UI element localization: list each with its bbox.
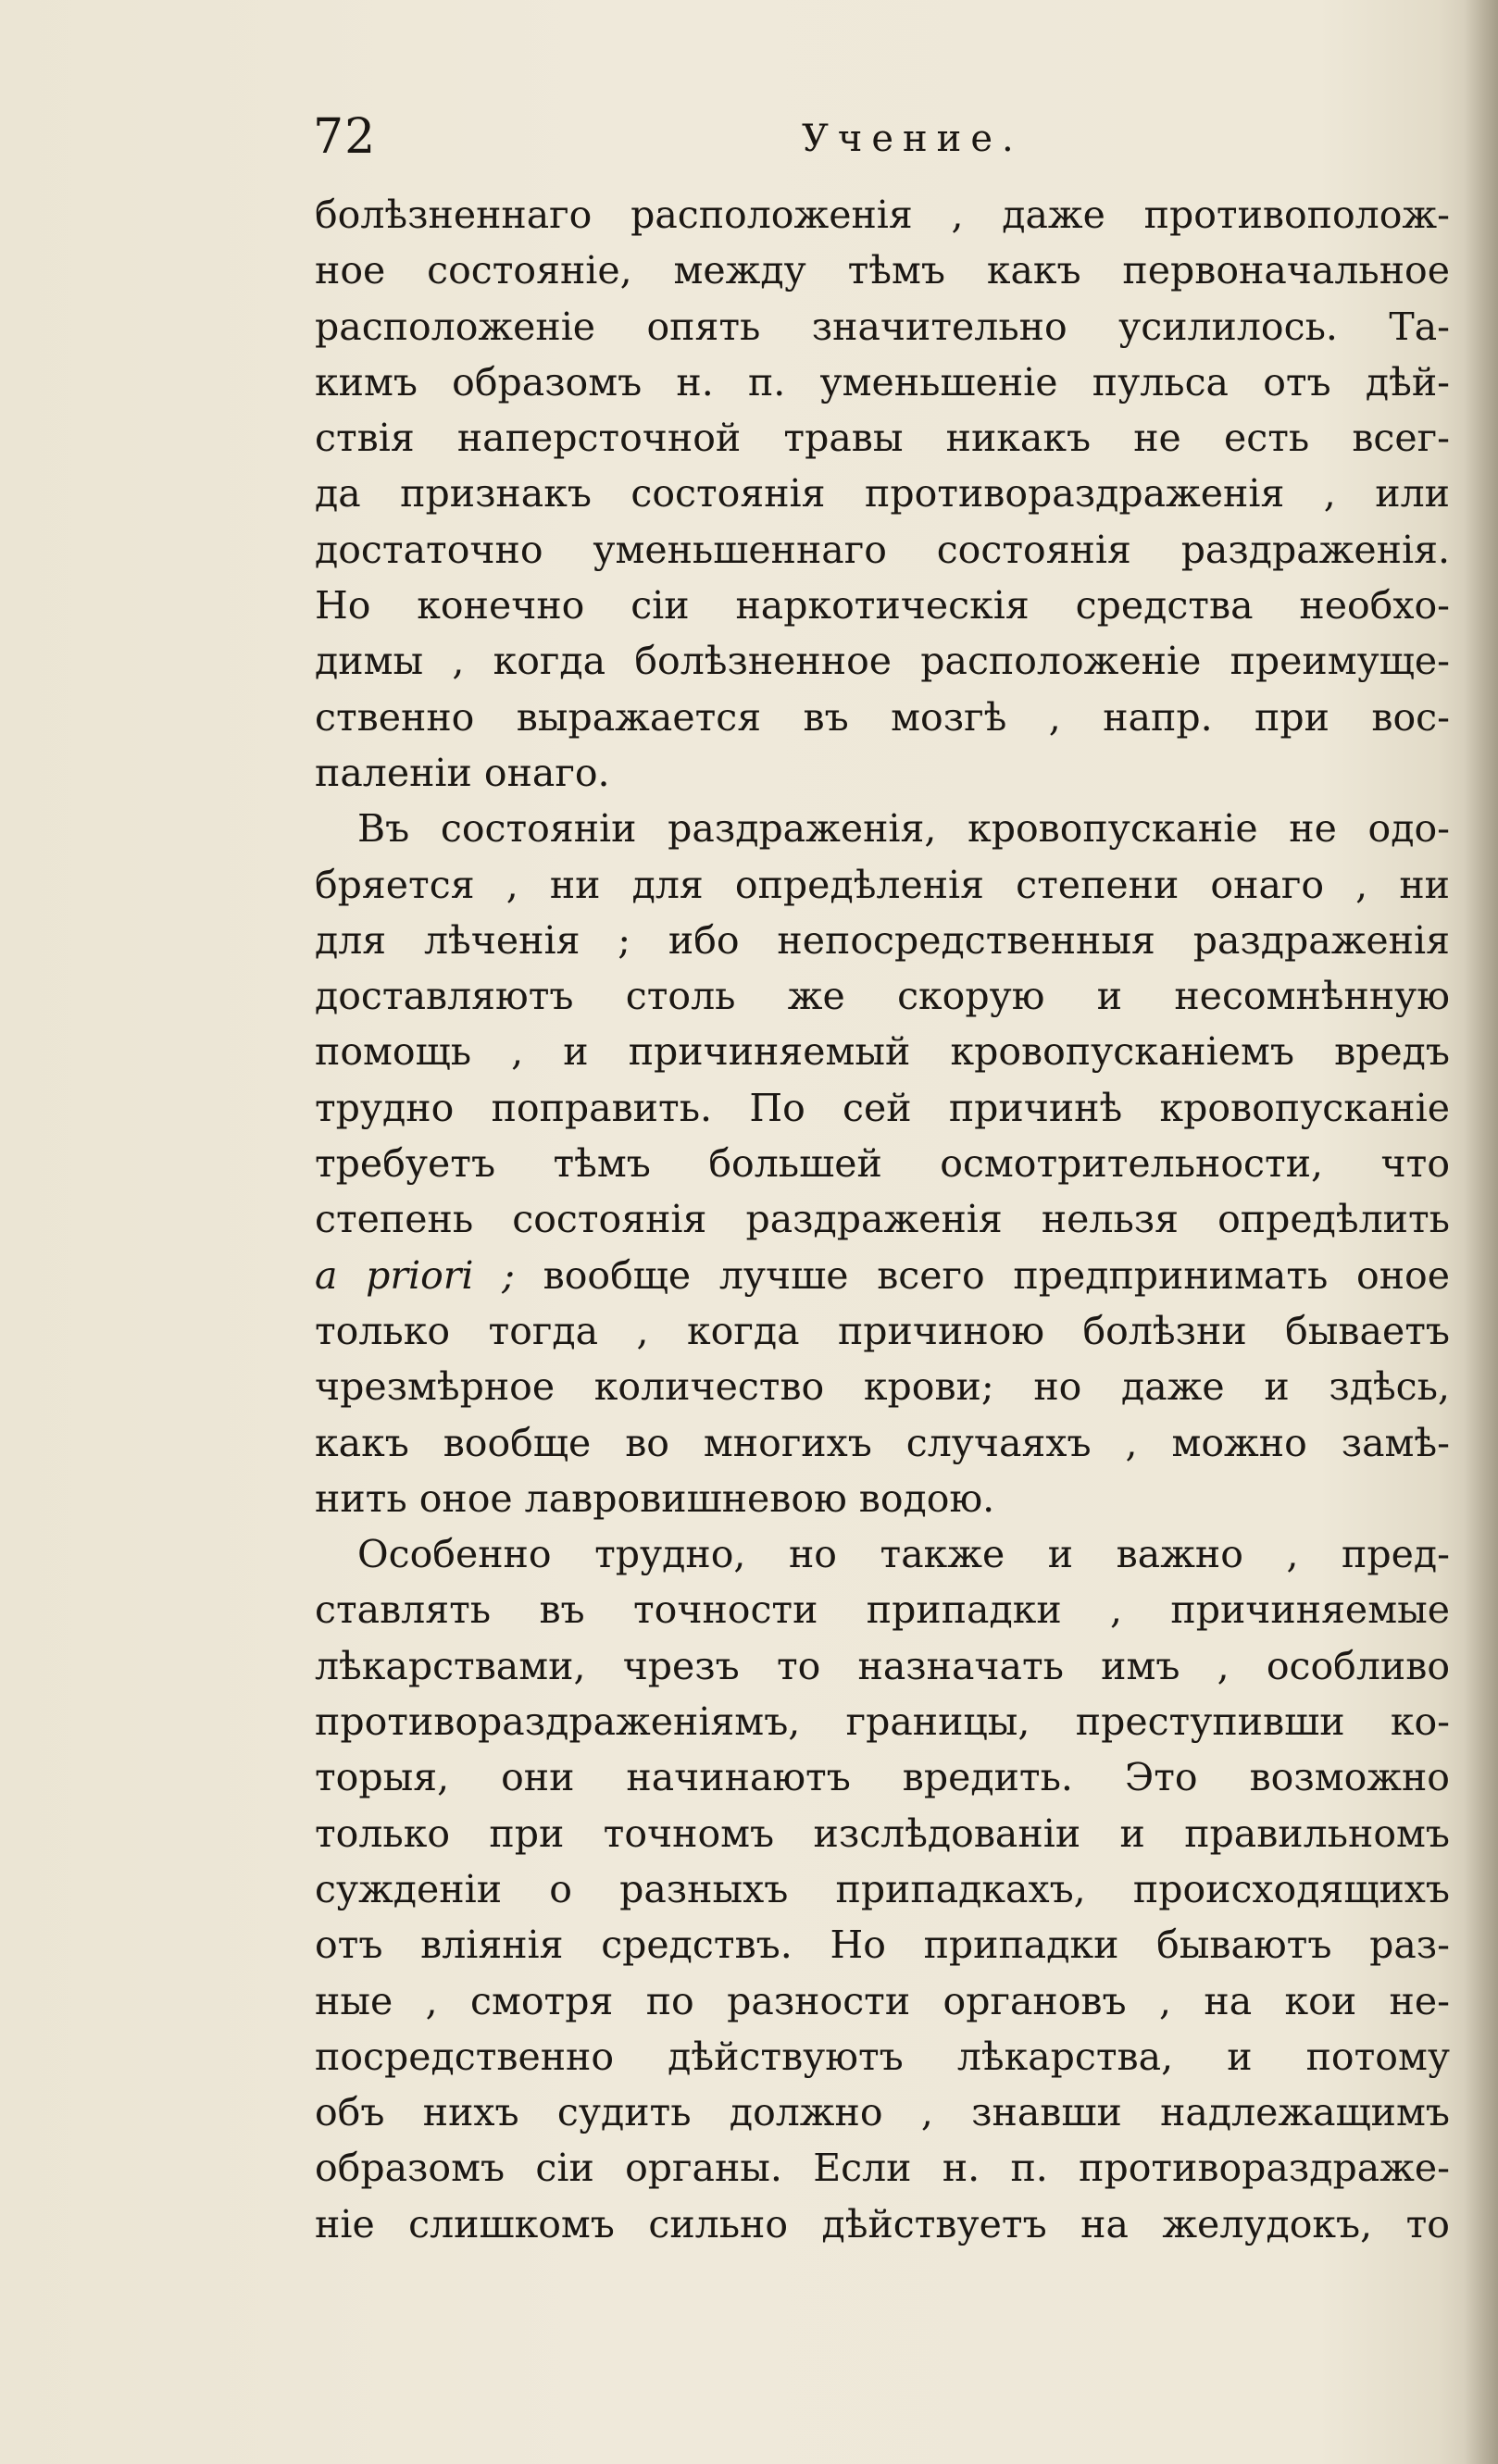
text-line: ставлять въ точности припадки , причиняемые <box>315 1587 1450 1633</box>
italic-phrase: a priori ; <box>315 1252 515 1298</box>
text-line: степень состоянія раздраженія нельзя опредѣлить <box>315 1197 1450 1242</box>
text-line: ственно выражается въ мозгѣ , напр. при вос- <box>315 694 1450 740</box>
text-line: бряется , ни для опредѣленія степени онаго , ни <box>315 862 1450 907</box>
text-line: Но конечно сіи наркотическія средства необхо- <box>315 583 1450 628</box>
body-text <box>315 187 1450 2252</box>
text-line: ное состояніе, между тѣмъ какъ первоначальное <box>315 248 1450 293</box>
text-line: ствія наперсточной травы никакъ не есть всег- <box>315 416 1450 461</box>
text-line: чрезмѣрное количество крови; но даже и здѣсь, <box>315 1364 1450 1410</box>
page-number: 72 <box>313 109 377 165</box>
text-line: кимъ образомъ н. п. уменьшеніе пульса отъ дѣй- <box>315 359 1450 404</box>
line-text: вообще лучше всего предпринимать оное <box>514 1252 1450 1298</box>
text-line: Въ состояніи раздраженія, кровопусканіе не одо- <box>357 806 1450 852</box>
text-line: образомъ сіи органы. Если н. п. противораздраже- <box>315 2146 1450 2191</box>
text-line: отъ вліянія средствъ. Но припадки бываютъ раз- <box>315 1923 1450 1968</box>
page-edge <box>1465 0 1498 2464</box>
text-line: болѣзненнаго расположенія , даже противополож- <box>315 193 1450 237</box>
text-line: паленіи онаго. <box>315 750 610 795</box>
text-line: расположеніе опять значительно усилилось. Та- <box>315 304 1450 349</box>
running-title: Учение. <box>802 118 1023 160</box>
text-line: лѣкарствами, чрезъ то назначать имъ , особливо <box>315 1643 1450 1688</box>
text-line: противораздраженіямъ, границы, преступивши ко- <box>315 1699 1450 1745</box>
text-line: посредственно дѣйствуютъ лѣкарства, и потому <box>315 2034 1450 2079</box>
text-line: ные , смотря по разности органовъ , на кои не- <box>315 1978 1450 2023</box>
text-line: димы , когда болѣзненное расположеніе преимуще- <box>315 639 1450 684</box>
running-head <box>313 109 1454 165</box>
text-line: торыя, они начинаютъ вредить. Это возможно <box>315 1755 1450 1800</box>
text-line: только тогда , когда причиною болѣзни бываетъ <box>315 1308 1450 1353</box>
text-line: помощь , и причиняемый кровопусканіемъ вредъ <box>315 1029 1450 1075</box>
text-line: нить оное лавровишневою водою. <box>315 1475 995 1521</box>
text-line: ніе слишкомъ сильно дѣйствуетъ на желудокъ, то <box>315 2201 1450 2246</box>
text-line: достаточно уменьшеннаго состоянія раздраженія. <box>315 527 1450 572</box>
text-line: для лѣченія ; ибо непосредственныя раздраженія <box>315 917 1450 963</box>
text-line: Особенно трудно, но также и важно , пред- <box>357 1532 1450 1577</box>
text-line: трудно поправить. По сей причинѣ кровопусканіе <box>315 1085 1450 1130</box>
text-line: да признакъ состоянія противораздраженія , или <box>315 471 1450 516</box>
text-line: сужденіи о разныхъ припадкахъ, происходящихъ <box>315 1866 1450 1911</box>
text-line: требуетъ тѣмъ большей осмотрительности, что <box>315 1141 1450 1187</box>
text-line: доставляютъ столь же скорую и несомнѣнную <box>315 974 1450 1019</box>
text-line: только при точномъ изслѣдованіи и правильномъ <box>315 1811 1450 1856</box>
text-line <box>315 1248 1450 1303</box>
text-line: какъ вообще во многихъ случаяхъ , можно замѣ- <box>315 1420 1450 1465</box>
text-line: объ нихъ судить должно , знавши надлежащимъ <box>315 2090 1450 2135</box>
